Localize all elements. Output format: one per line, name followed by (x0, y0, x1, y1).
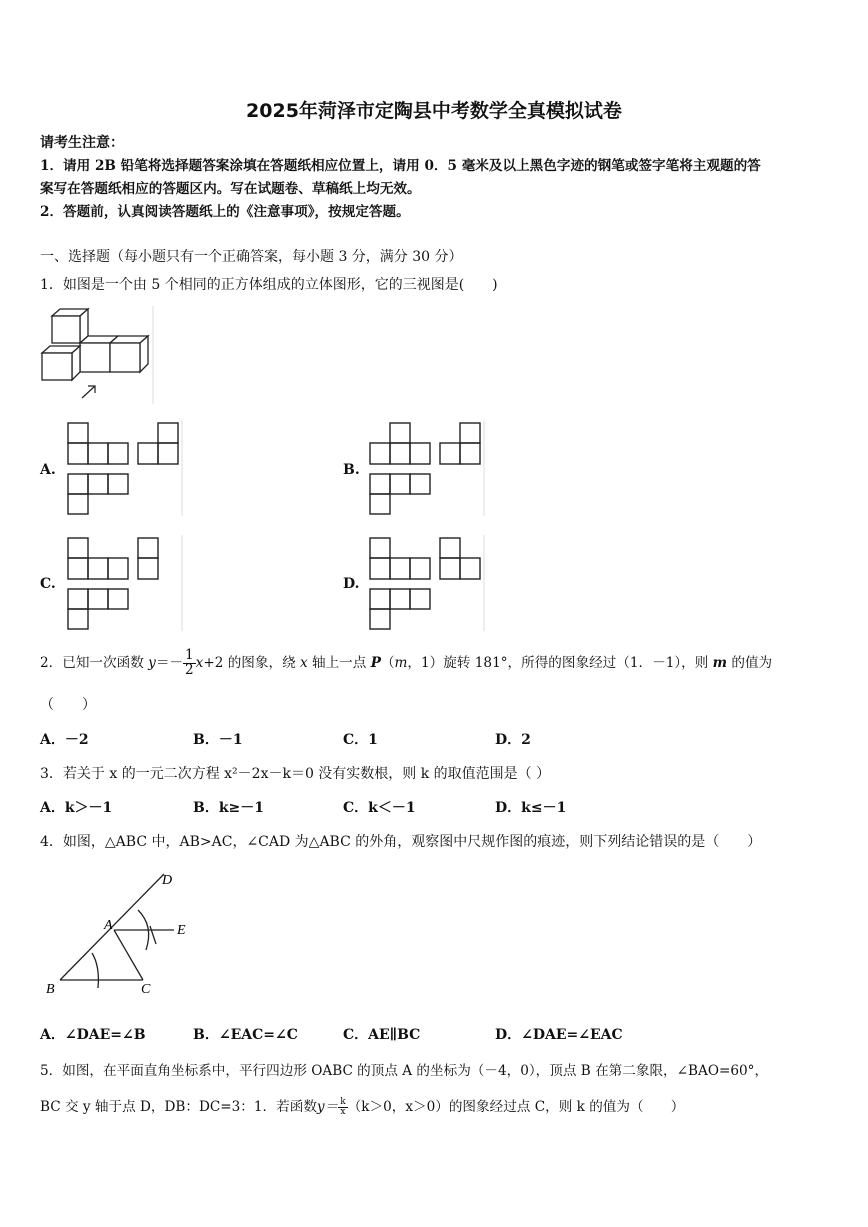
q1-option-c[interactable]: C. (40, 576, 56, 592)
label-e: E (177, 923, 186, 938)
q2-text: 2．已知一次函数 y＝－ $\frac{1}{2}$ x+2 的图象，绕 x 轴上一点 P（m，1）旋转 181°，所得的图象经过（1．－1），则 m 的值为 (40, 647, 773, 678)
q3-option-d[interactable]: D．k≤－1 (495, 800, 567, 816)
q1-text: 1．如图是一个由 5 个相同的正方体组成的立体图形，它的三视图是( ) (40, 277, 498, 293)
q5-line-1: 5．如图，在平面直角坐标系中，平行四边形 OABC 的顶点 A 的坐标为（－4，0），顶点 B 在第二象限，∠BAO=60°， (40, 1063, 769, 1079)
q5-line-2: BC 交 y 轴于点 D，DB：DC=3：1．若函数y＝ $\frac{k}{x}$ （k＞0，x＞0）的图象经过点 C，则 k 的值为（ ） (40, 1097, 685, 1117)
q2-option-c[interactable]: C．1 (343, 732, 378, 748)
q2-option-d[interactable]: D．2 (495, 732, 531, 748)
label-a: A (104, 918, 113, 933)
label-c: C (141, 982, 151, 997)
notice-line-2: 2．答题前，认真阅读答题纸上的《注意事项》，按规定答题。 (40, 204, 410, 220)
page-title: 2025年菏泽市定陶县中考数学全真模拟试卷 (246, 100, 622, 122)
q1-option-d-views (368, 535, 488, 631)
q4-option-b[interactable]: B．∠EAC=∠C (193, 1027, 298, 1043)
q1-option-d[interactable]: D. (343, 576, 360, 592)
q3-option-b[interactable]: B．k≥－1 (193, 800, 265, 816)
q2-paren: （ ） (40, 697, 96, 713)
label-b: B (46, 982, 55, 997)
notice-heading: 请考生注意： (40, 135, 124, 151)
q4-option-d[interactable]: D．∠DAE=∠EAC (495, 1027, 623, 1043)
q4-option-c[interactable]: C．AE∥BC (343, 1027, 421, 1043)
q2-fraction: $\frac{1}{2}$ (185, 647, 194, 678)
q3-text: 3．若关于 x 的一元二次方程 x²－2x－k＝0 没有实数根，则 k 的取值范围是（ ） (40, 766, 551, 782)
q1-option-b[interactable]: B. (343, 462, 360, 478)
q1-cube-figure (40, 306, 155, 406)
q2-option-a[interactable]: A．－2 (40, 732, 89, 748)
q4-option-a[interactable]: A．∠DAE=∠B (40, 1027, 146, 1043)
q1-option-c-views (66, 535, 186, 631)
q4-text: 4．如图，△ABC 中，AB>AC，∠CAD 为△ABC 的外角，观察图中尺规作图的痕迹，则下列结论错误的是（ ） (40, 834, 762, 850)
q1-option-b-views (368, 420, 488, 516)
notice-line-1a: 1．请用 2B 铅笔将选择题答案涂填在答题纸相应位置上，请用 0．5 毫米及以上黑色字迹的钢笔或签字笔将主观题的答 (40, 158, 761, 174)
q3-option-a[interactable]: A．k＞－1 (40, 800, 113, 816)
label-d: D (162, 873, 173, 888)
q1-option-a[interactable]: A. (40, 462, 56, 478)
section-heading: 一、选择题（每小题只有一个正确答案，每小题 3 分，满分 30 分） (40, 249, 463, 265)
q3-option-c[interactable]: C．k＜－1 (343, 800, 416, 816)
notice-line-1b: 案写在答题纸相应的答题区内。写在试题卷、草稿纸上均无效。 (40, 181, 421, 197)
q4-triangle-figure (40, 866, 200, 1002)
q5-fraction: $\frac{k}{x}$ (340, 1097, 346, 1117)
q1-option-a-views (66, 420, 186, 516)
q2-option-b[interactable]: B．－1 (193, 732, 243, 748)
